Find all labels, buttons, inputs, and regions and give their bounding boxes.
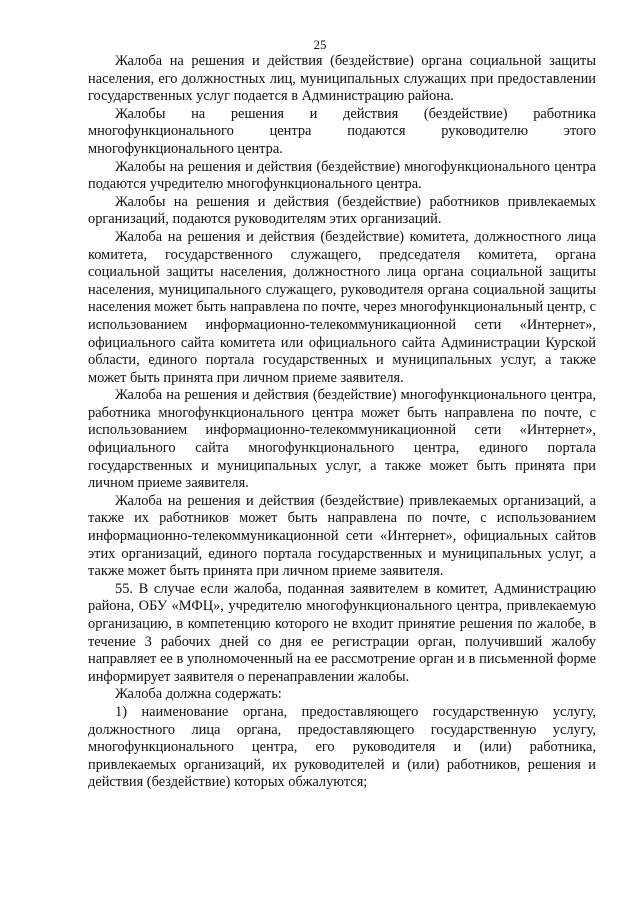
paragraph: Жалоба на решения и действия (бездействие) привлекаемых организаций, а также их работников может быть направлена по почте, с использованием информационно-телекоммуникационной сети «Интернет», официальных сайтов этих организаций, единого портала государственных и муниципальных услуг, а также может быть принята при личном приеме заявителя. xyxy=(88,492,596,580)
paragraph: Жалобы на решения и действия (бездействие) работников привлекаемых организаций, подаются руководителям этих организаций. xyxy=(88,193,596,228)
paragraph: Жалоба должна содержать: xyxy=(115,686,282,703)
paragraph: 55. В случае если жалоба, поданная заявителем в комитет, Администрацию района, ОБУ «МФЦ», учредителю многофункционального центра, привлекаемую организацию, в компетенцию которого не входит принятие решения по жалобе, в течение 3 рабочих дней со дня ее регистрации орган, получивший жалобу направляет ее в уполномоченный на ее рассмотрение орган и в письменной форме информирует заявителя о перенаправлении жалобы. xyxy=(88,580,596,685)
document-body xyxy=(88,53,596,792)
paragraph: Жалоба на решения и действия (бездействие) многофункционального центра, работника многофункционального центра может быть направлена по почте, с использованием информационно-телекоммуникационной сети «Интернет», официального сайта многофункционального центра, единого портала государственных и муниципальных услуг, а также может быть принята при личном приеме заявителя. xyxy=(88,387,596,492)
paragraph: Жалоба на решения и действия (бездействие) органа социальной защиты населения, его должностных лиц, муниципальных служащих при предоставлении государственных услуг подается в Администрацию района. xyxy=(88,53,596,105)
paragraph: Жалобы на решения и действия (бездействие) работника многофункционального центра подаются руководителю этого многофункционального центра. xyxy=(88,105,596,157)
paragraph: 1) наименование органа, предоставляющего государственную услугу, должностного лица органа, предоставляющего государственную услугу, многофункционального центра, его руководителя и (или) работника, привлекаемых организаций, их руководителей и (или) работников, решения и действия (бездействие) которых обжалуются; xyxy=(88,703,596,791)
page-number: 25 xyxy=(313,37,327,52)
paragraph: Жалоба на решения и действия (бездействие) комитета, должностного лица комитета, государственного служащего, председателя комитета, органа социальной защиты населения, должностного лица органа социальной защиты населения, муниципального служащего, руководителя органа социальной защиты населения может быть направлена по почте, через многофункциональный центр, с использованием информационно-телекоммуникационной сети «Интернет», официального сайта комитета или официального сайта Администрации Курской области, единого портала государственных и муниципальных услуг, а также может быть принята при личном приеме заявителя. xyxy=(88,228,596,386)
paragraph: Жалобы на решения и действия (бездействие) многофункционального центра подаются учредителю многофункционального центра. xyxy=(88,158,596,193)
